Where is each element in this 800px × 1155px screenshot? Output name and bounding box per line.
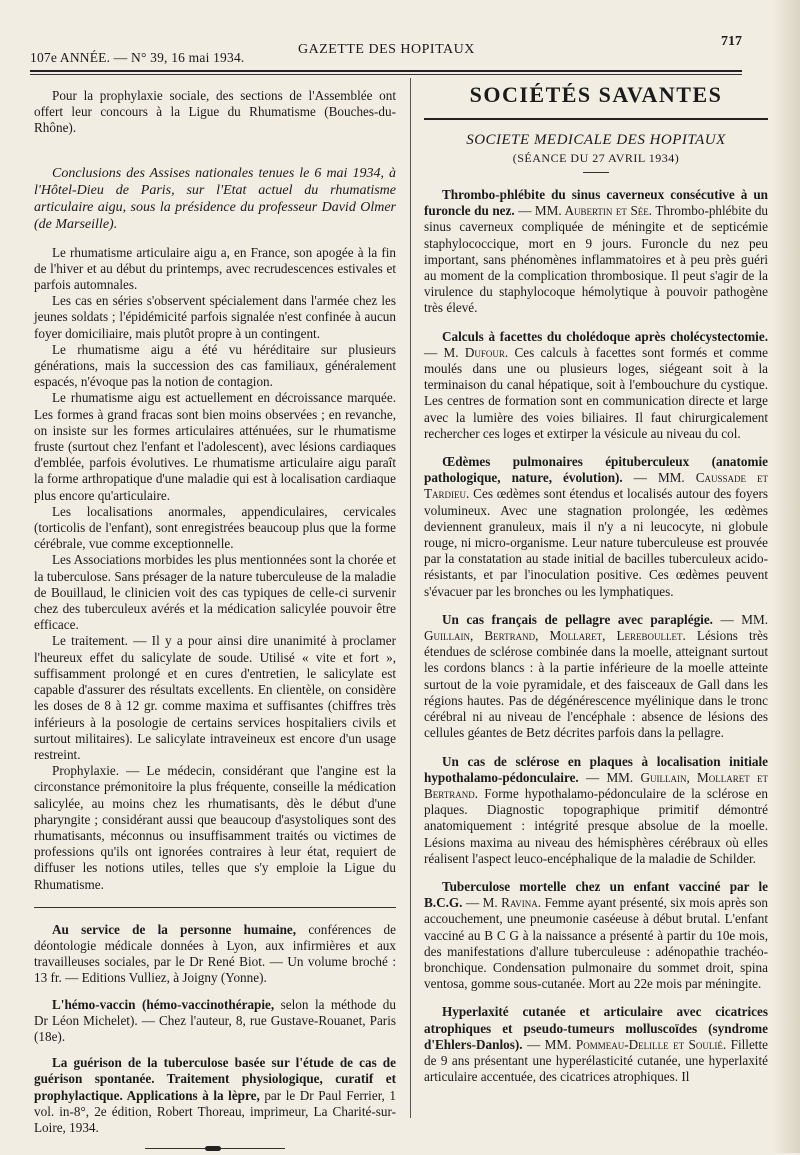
book-entry — [34, 922, 396, 987]
body-paragraph: Les cas en séries s'observent spécialement dans l'armée chez les jeunes soldats ; l'épidémicité parfois signalée n'est confinée à aucun foyer domiciliaire, mais plutôt propre à un contingent. — [34, 293, 396, 341]
article-text: Fillette de 9 ans présentant une hyperélasticité cutanée, une hyperlaxité articulaire accentuée, des cicatrices atrophiques. Il — [424, 1036, 768, 1085]
article-text: Femme ayant présenté, six mois après son accouchement, une pneumonie caséeuse à début brutal. L'enfant vacciné au B C G à la naissance a présenté à partir du 10e mois, des manifestations d'allure tuberculeuse : adénopathie trachéo-bronchique. Condensation pulmonaire du sommet droit, spina ventosa, gomme sous-cutanée. Mort au 22e mois par méningite. — [424, 895, 769, 992]
book-title: Au service de la personne humaine, — [52, 921, 297, 937]
book-entry — [34, 1055, 396, 1136]
book-text: par le Dr Paul Ferrier, 1 vol. in-8°, 2e édition, Robert Thoreau, imprimeur, La Charité-sur-Loire, 1934. — [34, 1087, 396, 1135]
article-title: Thrombo-phlébite du sinus caverneux consécutive à un furoncle du nez. — [424, 187, 768, 219]
section-title: SOCIÉTÉS SAVANTES — [469, 82, 723, 107]
book-title: La guérison de la tuberculose basée sur l'étude de cas de guérison spontanée. Traitement physiologique, curatif et prophylactique. Applications à la lèpre, — [34, 1055, 396, 1103]
article: Un cas français de pellagre avec paraplégie. — MM. Guillain, Bertrand, Mollaret, Lereboullet. Lésions très étendues de sclérose combinée dans la moelle, atteignant surtout les cordons blancs : à la partie inférieure de la moelle atteinte surtout de la voie pyramidale, et des faisceaux de Gall dans les régions hautes. Pas de dégénérescence myélinique dans le tronc cérébral ni au niveau de l'encéphale : absence de lésions des cellules géantes de Betz décrites parfois dans la pellagre. — [424, 611, 768, 741]
body-paragraph: Les Associations morbides les plus mentionnées sont la chorée et la tuberculose. Sans présager de la nature tuberculeuse de la maladie de Bouillaud, le clinicien voit des cas typiques de celle-ci survenir chez des tuberculeux avérés et la médication salicylée pouvoir être efficace. — [34, 552, 396, 633]
book-text: conférences de déontologie médicale données à Lyon, aux infirmières et aux travailleuses sociales, par le Dr René Biot. — Un volume broché : 13 fr. — Editions Vulliez, à Joigny (Yonne). — [34, 921, 396, 986]
article: Tuberculose mortelle chez un enfant vacciné par le B.C.G. — M. Ravina. Femme ayant présenté, six mois après son accouchement, une pneumonie caséeuse à début brutal. L'enfant vacciné au B C G à la naissance a présenté à partir du 10e mois, des manifestations d'allure tuberculeuse : adénopathie trachéo-bronchique. Condensation pulmonaire du sommet droit, spina ventosa, gomme sous-cutanée. Mort au 22e mois par méningite. — [424, 878, 769, 992]
issue-info: 107e ANNÉE. — N° 39, 16 mai 1934. — [30, 50, 245, 65]
page-number: 717 — [721, 34, 742, 49]
article: Hyperlaxité cutanée et articulaire avec cicatrices atrophiques et pseudo-tumeurs molluscoïdes (syndrome d'Ehlers-Danlos). — MM. Pommeau-Delille et Soulié. Fillette de 9 ans présentant une hyperélasticité cutanée, une hyperlaxité articulaire accentuée, des cicatrices atrophiques. Il — [424, 1004, 768, 1085]
article-title: Un cas français de pellagre avec paraplégie. — [442, 611, 713, 627]
ornament-dot — [205, 1146, 221, 1151]
article-authors: MM. Guillain, Bertrand, Mollaret, Lereboullet. — [424, 611, 768, 644]
article: Œdèmes pulmonaires épituberculeux (anatomie pathologique, nature, évolution). — MM. Caussade et Tardieu. Ces œdèmes sont étendus et localisés autour des foyers volumineux. Avec une stagnation prolongée, les œdèmes deviennent granuleux, mais il n'y a ni leucocyte, ni globule rouge, ni micro-organisme. Leur nature tuberculeuse est prouvée par la constatation au stade initial de bacilles tuberculeux acido-résistants, et par l'inoculation positive. Ces œdèmes peuvent s'évacuer par les bronches ou les lymphatiques. — [424, 454, 769, 599]
article-title: Hyperlaxité cutanée et articulaire avec cicatrices atrophiques et pseudo-tumeurs molluscoïdes (syndrome d'Ehlers-Danlos). — [424, 1004, 768, 1052]
article-text: Ces œdèmes sont étendus et localisés autour des foyers volumineux. Avec une stagnation prolongée, les œdèmes deviennent granuleux, mais il n'y a ni leucocyte, ni globule rouge, ni micro-organisme. Leur nature tuberculeuse est prouvée par la constatation au stade initial de bacilles tuberculeux acido-résistants, et par l'inoculation positive. Ces œdèmes peuvent s'évacuer par les bronches ou les lymphatiques. — [424, 486, 769, 599]
right-column — [424, 76, 768, 1097]
article-authors: MM. Guillain, Mollaret et Bertrand. — [424, 769, 769, 801]
conclusions-title: Conclusions des Assises nationales tenues le 6 mai 1934, à l'Hôtel-Dieu de Paris, sur l'Etat actuel du rhumatisme articulaire aigu, sous la présidence du professeur David Olmer (de Marseille). — [34, 165, 396, 232]
intro-paragraph: Pour la prophylaxie sociale, des sections de l'Assemblée ont offert leur concours à la Ligue du Rhumatisme (Bouches-du-Rhône). — [34, 88, 396, 136]
article-text: Thrombo-phlébite du sinus caverneux compliquée de méningite et de septicémie staphylococcique, mort en 9 jours. Furoncle du nez peu important, sans phénomènes inflammatoires et à peu près guéri au moment de la complication thrombosique. Il peut s'agir de la virulence du staphylocoque hémolytique à pouvoir pathogène très élevé. — [424, 203, 769, 316]
book-text: selon la méthode du Dr Léon Michelet). — Chez l'auteur, 8, rue Gustave-Rouanet, Paris (18e). — [34, 996, 396, 1044]
header-rule-thin — [30, 74, 742, 75]
short-rule — [583, 172, 609, 173]
article-title: Calculs à facettes du cholédoque après cholécystectomie. — [442, 328, 768, 344]
section-title-rule — [424, 118, 768, 120]
page-header — [30, 34, 742, 70]
article-title: Tuberculose mortelle chez un enfant vacciné par le B.C.G. — [424, 878, 768, 911]
page-edge-shadow — [772, 0, 800, 1153]
article: Thrombo-phlébite du sinus caverneux consécutive à un furoncle du nez. — MM. Aubertin et Sée. Thrombo-phlébite du sinus caverneux compliquée de méningite et de septicémie staphylococcique, mort en 9 jours. Furoncle du nez peu important, sans phénomènes inflammatoires et à peu près guéri au moment de la complication thrombosique. Il peut s'agir de la virulence du staphylocoque hémolytique à pouvoir pathogène très élevé. — [424, 187, 769, 316]
article-authors: MM. Pommeau-Delille et Soulié. — [544, 1036, 727, 1052]
left-column — [34, 88, 396, 1155]
article-title: Un cas de sclérose en plaques à localisation initiale hypothalamo-pédonculaire. — [424, 753, 768, 785]
body-paragraph: Le rhumatisme aigu a été vu héréditaire sur plusieurs générations, mais la succession des cas familiaux, généralement espacés, n'évoque pas la notion de contagion. — [34, 341, 396, 390]
book-title: L'hémo-vaccin (hémo-vaccinothérapie, — [52, 996, 275, 1012]
book-entry — [34, 997, 396, 1046]
article-text: Ces calculs à facettes sont formés et comme moulés dans une ou plusieurs loges, siégeant soit à la terminaison du canal hépatique, soit à l'embouchure du cystique. Les centres de formation sont en communication directe et large avec la lumière des voies biliaires. Il faut chirurgicalement rechercher ces loges et extirper la vésicule au niveau du col. — [424, 344, 769, 441]
body-paragraph: Les localisations anormales, appendiculaires, cervicales (torticolis de l'enfant), sont enregistrées beaucoup plus que la forme cérébrale, vue comme exceptionnelle. — [34, 503, 396, 552]
article-title: Œdèmes pulmonaires épituberculeux (anatomie pathologique, nature, évolution). — [424, 454, 768, 486]
body-paragraph: Prophylaxie. — Le médecin, considérant que l'angine est la circonstance prémonitoire la plus fréquente, conseille la médication salicylée, au moins chez les rhumatisants, dès le début d'une pharyngite ; considérant aussi que beaucoup d'asystoliques sont des rhumatisants, méconnus ou insuffisamment traités ou victimes de professions qu'ils ont ignorées contraires à leur état, requiert de diffuser les notions utiles, telles que s'y emploie la Ligue du Rhumatisme. — [34, 763, 396, 892]
column-divider — [410, 78, 411, 1118]
article: Calculs à facettes du cholédoque après cholécystectomie. — M. Dufour. Ces calculs à facettes sont formés et comme moulés dans une ou plusieurs loges, siégeant soit à la terminaison du canal hépatique, soit à l'embouchure du cystique. Les centres de formation sont en communication directe et large avec la lumière des voies biliaires. Il faut chirurgicalement rechercher ces loges et extirper la vésicule au niveau du col. — [424, 328, 769, 441]
ornament-rule — [145, 1148, 285, 1155]
article: Un cas de sclérose en plaques à localisation initiale hypothalamo-pédonculaire. — MM. Guillain, Mollaret et Bertrand. Forme hypothalamo-pédonculaire de la sclérose en plaques. Diagnostic topographique primitif démontré anatomiquement : intégrité presque absolue de la moelle. Lésions maxima au niveau des hémisphères cérébraux où elles réalisent l'aspect leuco-encéphalique de la maladie de Schilder. — [424, 753, 769, 866]
body-paragraph: Le rhumatisme articulaire aigu a, en France, son apogée à la fin de l'hiver et au début du printemps, avec recrudescences estivales et parfois automnales. — [34, 244, 396, 293]
society-name: SOCIETE MEDICALE DES HOPITAUX — [466, 132, 726, 148]
article-text: Lésions très étendues de sclérose combinée dans la moelle, atteignant surtout les cordons blancs : à la partie inférieure de la moelle atteinte surtout de la voie pyramidale, et des faisceaux de Gall dans les régions hautes. Pas de dégénérescence myélinique dans le tronc cérébral ni au niveau de l'encéphale : absence de lésions des cellules géantes de Betz décrites parfois dans la pellagre. — [424, 628, 768, 741]
article-authors: MM. Aubertin et Sée. — [534, 203, 653, 219]
article-authors: M. Ravina. — [482, 895, 542, 911]
publication-title: GAZETTE DES HOPITAUX — [298, 42, 475, 57]
article-authors: MM. Caussade et Tardieu. — [424, 470, 768, 502]
article-authors: M. Dufour. — [443, 344, 509, 360]
body-paragraph: Le traitement. — Il y a pour ainsi dire unanimité à proclamer l'heureux effet du salicylate de soude. Utilisé « vite et fort », suffisamment prolongé et en cures d'entretien, le salicylate est capable d'assurer des résultats excellents. En clientèle, on considère les doses de 8 à 12 gr. comme maxima et suffisantes (chiffres très inférieurs à la posologie de certains services hospitaliers civils et surtout militaires). Le salicylate intraveineux est encore d'un usage restreint. — [34, 633, 396, 762]
section-separator — [34, 907, 396, 908]
article-text: Forme hypothalamo-pédonculaire de la sclérose en plaques. Diagnostic topographique primitif démontré anatomiquement : intégrité presque absolue de la moelle. Lésions maxima au niveau des hémisphères cérébraux où elles réalisent l'aspect leuco-encéphalique de la maladie de Schilder. — [424, 785, 768, 866]
session-date: (SÉANCE DU 27 AVRIL 1934) — [512, 151, 680, 165]
header-rule — [30, 70, 742, 72]
body-paragraph: Le rhumatisme aigu est actuellement en décroissance marquée. Les formes à grand fracas sont bien moins observées ; en revanche, on insiste sur les formes articulaires atténuées, sur le rhumatisme fruste (surtout chez l'enfant et l'adolescent), avec lésions cardiaques d'emblée, parfois évolutives. Le rhumatisme articulaire aigu paraît la forme arthropatique d'une maladie qui est à localisation cardiaque plus encore qu'articulaire. — [34, 390, 396, 503]
